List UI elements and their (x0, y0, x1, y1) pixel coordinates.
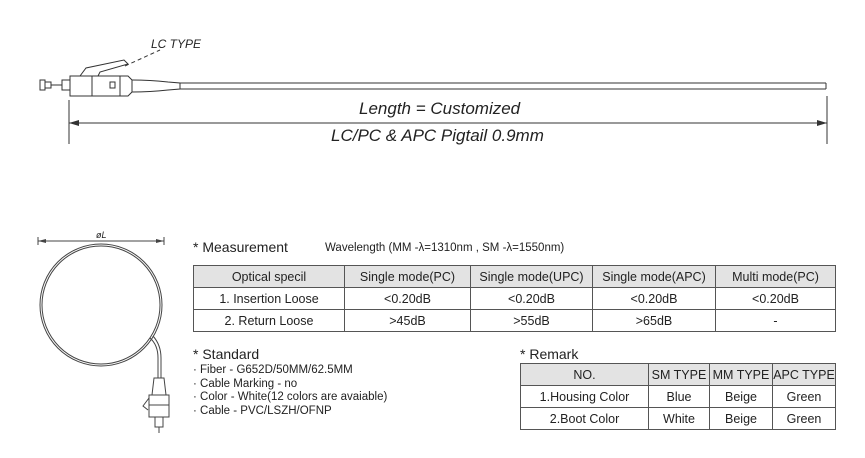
list-item: · Fiber - G652D/50MM/62.5MM (193, 364, 353, 376)
table-row (521, 386, 836, 408)
cell-value: Green (773, 408, 836, 430)
standard-list (193, 364, 387, 418)
table-row (194, 288, 836, 310)
wavelength-note: Wavelength (MM -λ=1310nm , SM -λ=1550nm) (325, 242, 565, 254)
header-mm-pc: Multi mode(PC) (716, 266, 836, 288)
cell-value: - (716, 310, 836, 332)
row-label: 1. Insertion Loose (194, 288, 345, 310)
measurement-title: * Measurement (193, 239, 288, 255)
cell-value: >65dB (593, 310, 716, 332)
header-sm-type: SM TYPE (649, 364, 710, 386)
header-optical-spec: Optical specil (194, 266, 345, 288)
cell-value: Green (773, 386, 836, 408)
standard-title: * Standard (193, 346, 260, 362)
length-label: Length = Customized (359, 99, 521, 118)
list-item: · Cable - PVC/LSZH/OFNP (193, 404, 332, 417)
table-header-row (194, 266, 836, 288)
cell-value: <0.20dB (471, 288, 593, 310)
pigtail-label: LC/PC & APC Pigtail 0.9mm (331, 126, 544, 145)
row-label: 2. Return Loose (194, 310, 345, 332)
cell-value: >45dB (345, 310, 471, 332)
header-no: NO. (521, 364, 649, 386)
header-sm-apc: Single mode(APC) (593, 266, 716, 288)
row-label: 2.Boot Color (521, 408, 649, 430)
row-label: 1.Housing Color (521, 386, 649, 408)
cell-value: <0.20dB (345, 288, 471, 310)
header-sm-pc: Single mode(PC) (345, 266, 471, 288)
measurement-table (193, 265, 836, 332)
cell-value: Beige (710, 386, 773, 408)
cell-value: White (649, 408, 710, 430)
cell-value: <0.20dB (716, 288, 836, 310)
cell-value: <0.20dB (593, 288, 716, 310)
list-item: · Color - White(12 colors are avaiable) (193, 391, 388, 403)
cell-value: >55dB (471, 310, 593, 332)
list-item: · Cable Marking - no (193, 377, 298, 390)
table-header-row (521, 364, 836, 386)
cell-value: Beige (710, 408, 773, 430)
lc-type-label: LC TYPE (151, 37, 202, 51)
header-apc-type: APC TYPE (773, 364, 836, 386)
header-mm-type: MM TYPE (710, 364, 773, 386)
cell-value: Blue (649, 386, 710, 408)
remark-title: * Remark (520, 346, 579, 362)
table-row (521, 408, 836, 430)
header-sm-upc: Single mode(UPC) (471, 266, 593, 288)
remark-table (520, 363, 836, 430)
table-row (194, 310, 836, 332)
diameter-label: øL (96, 230, 107, 240)
